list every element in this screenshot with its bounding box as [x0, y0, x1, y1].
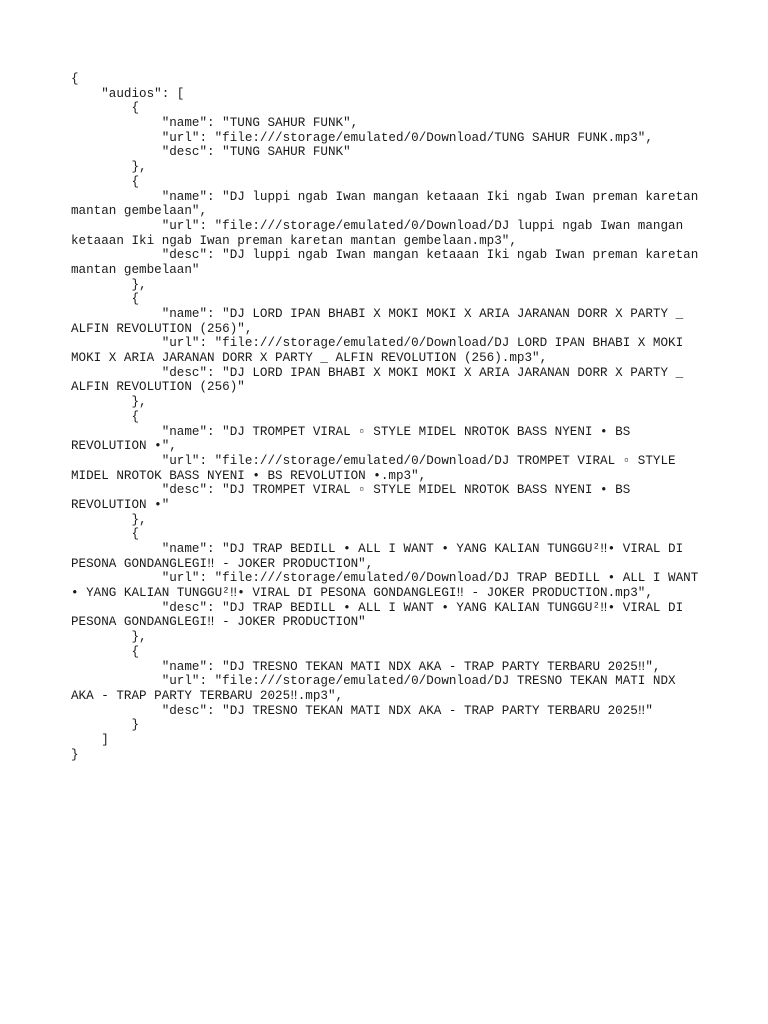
document-line: "desc": "DJ TRESNO TEKAN MATI NDX AKA - TRAP PARTY TERBARU 2025‼"	[71, 703, 653, 718]
document-line: REVOLUTION •",	[71, 439, 177, 454]
document-line: {	[71, 409, 140, 424]
document-line: ketaaan Iki ngab Iwan preman karetan mantan gembelaan.mp3",	[71, 233, 517, 248]
document-line: },	[71, 512, 147, 527]
document-line: }	[71, 718, 140, 733]
document-line: "name": "DJ TRAP BEDILL • ALL I WANT • YANG KALIAN TUNGGU²‼• VIRAL DI	[71, 542, 684, 556]
document-line: mantan gembelaan"	[71, 262, 200, 277]
document-line: REVOLUTION •"	[71, 497, 170, 512]
document-line: "url": "file:///storage/emulated/0/Download/DJ TRAP BEDILL • ALL I WANT	[71, 571, 699, 586]
document-line: "name": "DJ TROMPET VIRAL ▫ STYLE MIDEL NROTOK BASS NYENI • BS	[71, 424, 631, 439]
document-line: },	[71, 277, 147, 292]
document-line: {	[71, 72, 79, 86]
document-line: "url": "file:///storage/emulated/0/Download/DJ luppi ngab Iwan mangan	[71, 218, 684, 233]
document-line: AKA - TRAP PARTY TERBARU 2025‼.mp3",	[71, 688, 344, 703]
document-line: ALFIN REVOLUTION (256)"	[71, 380, 245, 395]
document-line: "desc": "DJ LORD IPAN BHABI X MOKI MOKI X ARIA JARANAN DORR X PARTY _	[71, 365, 684, 380]
document-line: PESONA GONDANGLEGI‼ - JOKER PRODUCTION"	[71, 615, 366, 630]
document-line: },	[71, 160, 147, 175]
document-line: PESONA GONDANGLEGI‼ - JOKER PRODUCTION",	[71, 556, 374, 571]
document-line: "audios": [	[71, 86, 185, 101]
document-line: MOKI X ARIA JARANAN DORR X PARTY _ ALFIN REVOLUTION (256).mp3",	[71, 351, 548, 366]
document-line: "desc": "TUNG SAHUR FUNK"	[71, 145, 351, 160]
document-line: "desc": "DJ TROMPET VIRAL ▫ STYLE MIDEL NROTOK BASS NYENI • BS	[71, 483, 631, 498]
document-line: "url": "file:///storage/emulated/0/Download/DJ TRESNO TEKAN MATI NDX	[71, 674, 676, 689]
document-line: {	[71, 174, 140, 189]
document-line: "name": "DJ LORD IPAN BHABI X MOKI MOKI X ARIA JARANAN DORR X PARTY _	[71, 307, 684, 321]
document-line: "name": "DJ TRESNO TEKAN MATI NDX AKA - TRAP PARTY TERBARU 2025‼",	[71, 659, 661, 674]
document-line: },	[71, 630, 147, 645]
document-line: "url": "file:///storage/emulated/0/Download/DJ TROMPET VIRAL ▫ STYLE	[71, 453, 676, 468]
document-line: mantan gembelaan",	[71, 204, 208, 219]
document-line: ]	[71, 732, 109, 747]
document-line: },	[71, 395, 147, 410]
document-line: "url": "file:///storage/emulated/0/Download/TUNG SAHUR FUNK.mp3",	[71, 130, 653, 145]
document-line: {	[71, 644, 140, 659]
document-line: "desc": "DJ TRAP BEDILL • ALL I WANT • YANG KALIAN TUNGGU²‼• VIRAL DI	[71, 600, 684, 615]
document-line: MIDEL NROTOK BASS NYENI • BS REVOLUTION •.mp3",	[71, 468, 427, 483]
json-document	[71, 72, 711, 762]
document-line: ALFIN REVOLUTION (256)",	[71, 321, 253, 336]
document-line: "name": "DJ luppi ngab Iwan mangan ketaaan Iki ngab Iwan preman karetan	[71, 189, 699, 204]
document-line: {	[71, 292, 140, 307]
document-line: • YANG KALIAN TUNGGU²‼• VIRAL DI PESONA GONDANGLEGI‼ - JOKER PRODUCTION.mp3",	[71, 586, 653, 601]
document-line: "desc": "DJ luppi ngab Iwan mangan ketaaan Iki ngab Iwan preman karetan	[71, 248, 699, 263]
document-line: {	[71, 527, 140, 542]
document-line: "name": "TUNG SAHUR FUNK",	[71, 116, 359, 131]
document-line: {	[71, 101, 140, 116]
document-line: }	[71, 747, 79, 762]
document-line: "url": "file:///storage/emulated/0/Download/DJ LORD IPAN BHABI X MOKI	[71, 336, 684, 351]
